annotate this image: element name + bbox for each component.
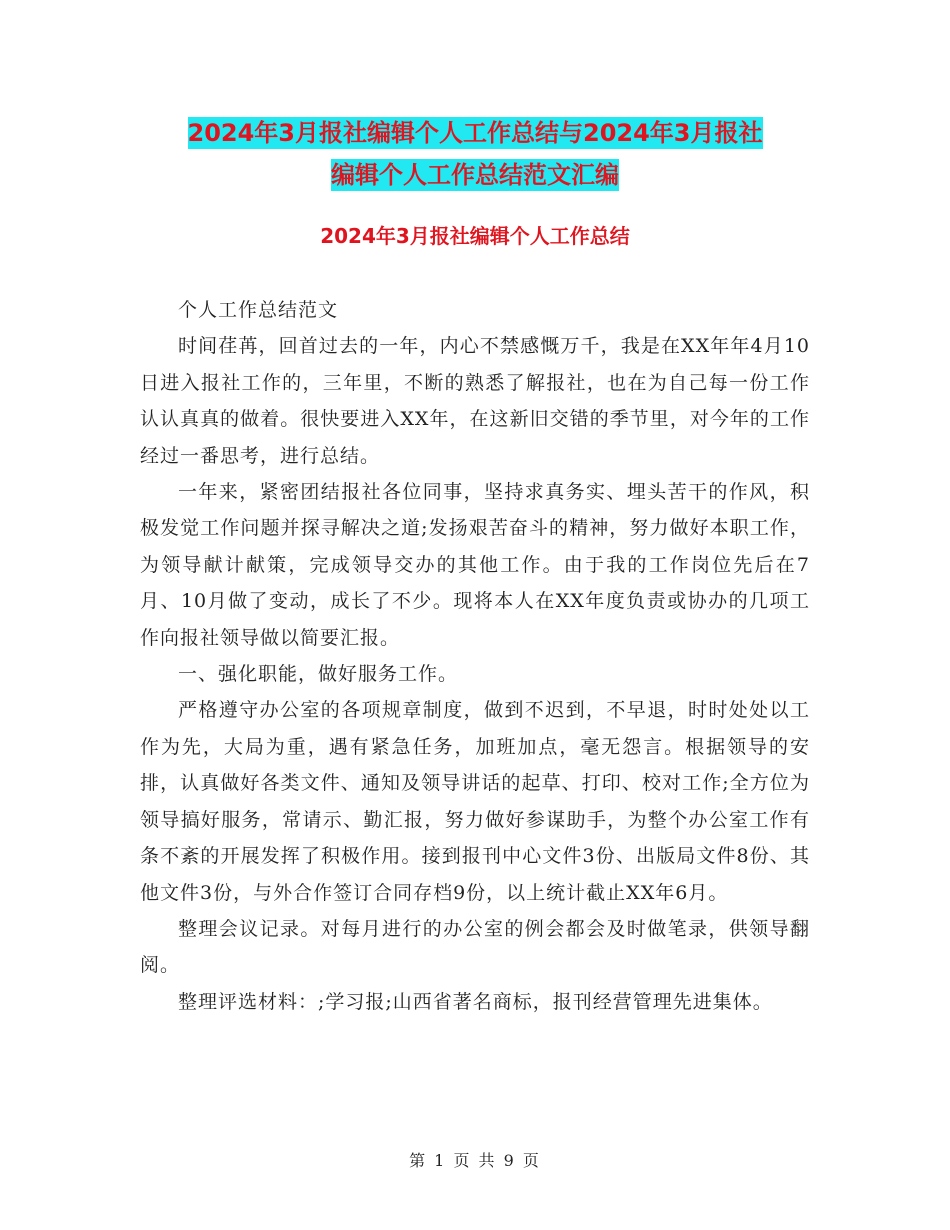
section-title: 2024年3月报社编辑个人工作总结: [320, 224, 630, 248]
paragraph: 整理会议记录。对每月进行的办公室的例会都会及时做笔录，供领导翻阅。: [140, 917, 810, 977]
paragraph: 时间荏苒，回首过去的一年，内心不禁感慨万千，我是在XX年年4月10日进入报社工作的，三年里，不断的熟悉了解报社，也在为自己每一份工作认认真真的做着。很快要进入XX年，在这新旧交错的季节里，对今年的工作经过一番思考，进行总结。: [140, 335, 810, 467]
paragraph: 严格遵守办公室的各项规章制度，做到不迟到，不早退，时时处处以工作为先，大局为重，遇有紧急任务，加班加点，毫无怨言。根据领导的安排，认真做好各类文件、通知及领导讲话的起草、打印、校对工作;全方位为领导搞好服务，常请示、勤汇报，努力做好参谋助手，为整个办公室工作有条不紊的开展发挥了积极作用。接到报刊中心文件3份、出版局文件8份、其他文件3份，与外合作签订合同存档9份，以上统计截止XX年6月。: [140, 699, 810, 904]
paragraph: 整理评选材料：;学习报;山西省著名商标，报刊经营管理先进集体。: [178, 990, 773, 1013]
paragraph: 个人工作总结范文: [178, 299, 339, 321]
document-title: [140, 112, 810, 196]
document-body: [140, 292, 810, 1020]
document-title-line-2: 编辑个人工作总结范文汇编: [331, 161, 619, 189]
document-title-line-1: 2024年3月报社编辑个人工作总结与2024年3月报社: [187, 119, 763, 147]
paragraph: 一、强化职能，做好服务工作。: [178, 663, 459, 686]
page-footer: 第 1 页 共 9 页: [409, 1151, 541, 1170]
paragraph: 一年来，紧密团结报社各位同事，坚持求真务实、埋头苦干的作风，积极发觉工作问题并探寻解决之道;发扬艰苦奋斗的精神，努力做好本职工作，为领导献计献策，完成领导交办的其他工作。由于我的工作岗位先后在7月、10月做了变动，成长了不少。现将本人在XX年度负责或协办的几项工作向报社领导做以简要汇报。: [140, 481, 810, 649]
